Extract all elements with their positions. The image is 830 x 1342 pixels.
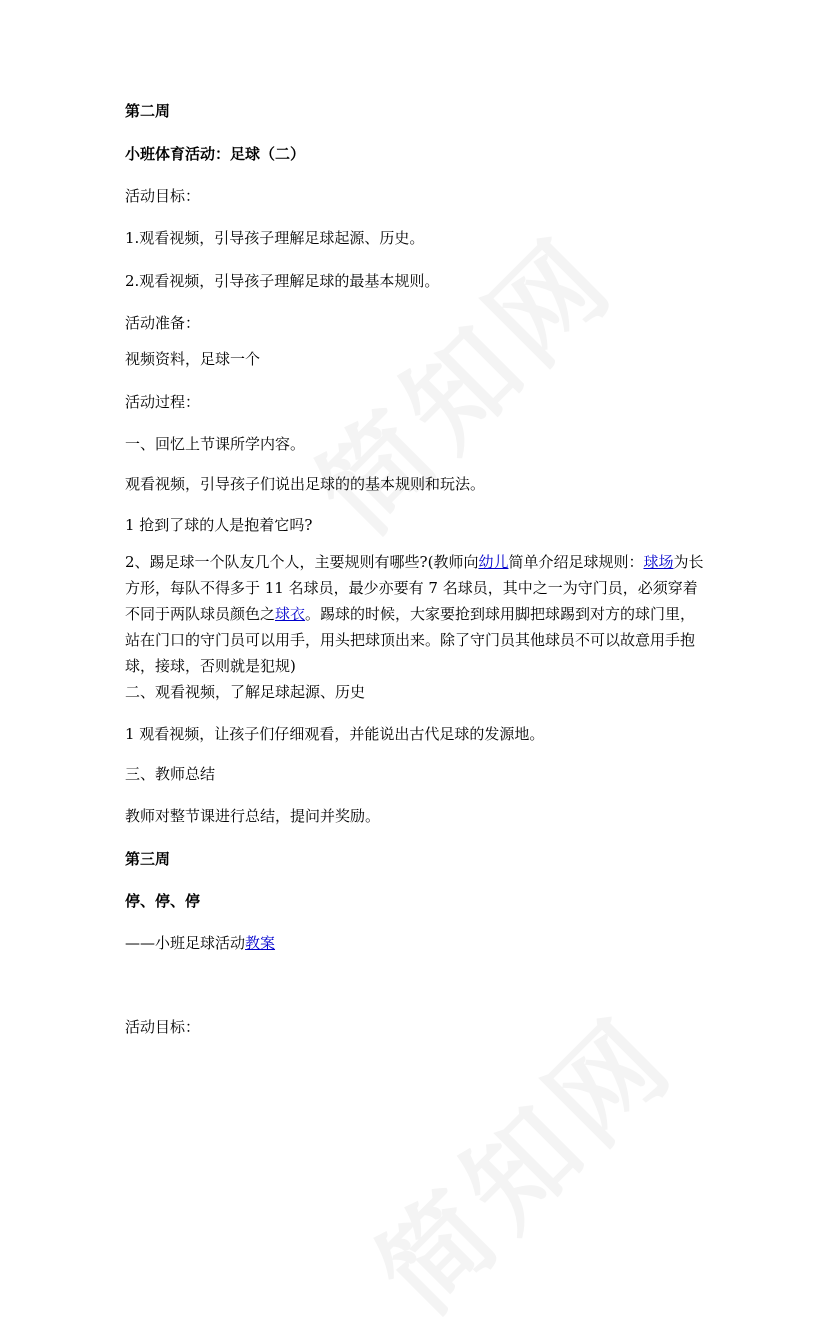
goal-item-1: 1.观看视频，引导孩子理解足球起源、历史。 <box>125 229 425 247</box>
week-2-heading: 第二周 <box>125 102 171 120</box>
step-2-heading: 二、观看视频，了解足球起源、历史 <box>125 683 366 701</box>
question-2-text: 为长方形，每队不得多于 11 名球员，最少亦要有 7 名球员，其中之一为守门员，必须穿着不同于两队球员颜色之 <box>125 553 704 623</box>
preparation-text: 视频资料，足球一个 <box>125 350 261 368</box>
step-1-description: 观看视频，引导孩子们说出足球的的基本规则和玩法。 <box>125 475 486 493</box>
link-jiaoan[interactable]: 教案 <box>245 934 276 952</box>
step-3-heading: 三、教师总结 <box>125 765 216 783</box>
activity-title: 小班体育活动：足球（二） <box>125 145 306 163</box>
step-2-description: 1 观看视频，让孩子们仔细观看，并能说出古代足球的发源地。 <box>125 725 545 743</box>
subtitle-text: ——小班足球活动 <box>125 934 246 952</box>
question-2-text: 简单介绍足球规则： <box>508 553 644 571</box>
question-2-text: 。踢球的时候，大家要抢到球用脚把球踢到对方的球门里，站在门口的守门员可以用手，用头把球顶出来。除了守门员其他球员不可以故意用手抱球，接球，否则就是犯规) <box>125 605 696 675</box>
goal-item-2: 2.观看视频，引导孩子理解足球的最基本规则。 <box>125 272 440 290</box>
watermark <box>277 196 643 562</box>
step-1-heading: 一、回忆上节课所学内容。 <box>125 435 306 453</box>
process-heading: 活动过程： <box>125 393 201 411</box>
goal-heading-2: 活动目标： <box>125 1018 201 1036</box>
link-qiuyi[interactable]: 球衣 <box>275 605 306 623</box>
link-youer[interactable]: 幼儿 <box>478 553 509 571</box>
step-3-description: 教师对整节课进行总结，提问并奖励。 <box>125 807 381 825</box>
week-3-title: 停、停、停 <box>125 892 201 910</box>
question-1: 1 抢到了球的人是抱着它吗? <box>125 516 313 534</box>
week-3-subtitle <box>125 936 710 951</box>
week-3-heading: 第三周 <box>125 850 171 868</box>
question-2-paragraph <box>125 549 710 679</box>
goal-heading: 活动目标： <box>125 187 201 205</box>
question-2-text: 2、踢足球一个队友几个人，主要规则有哪些?(教师向 <box>125 553 479 571</box>
preparation-heading: 活动准备： <box>125 314 201 332</box>
link-qiuchang[interactable]: 球场 <box>643 553 674 571</box>
